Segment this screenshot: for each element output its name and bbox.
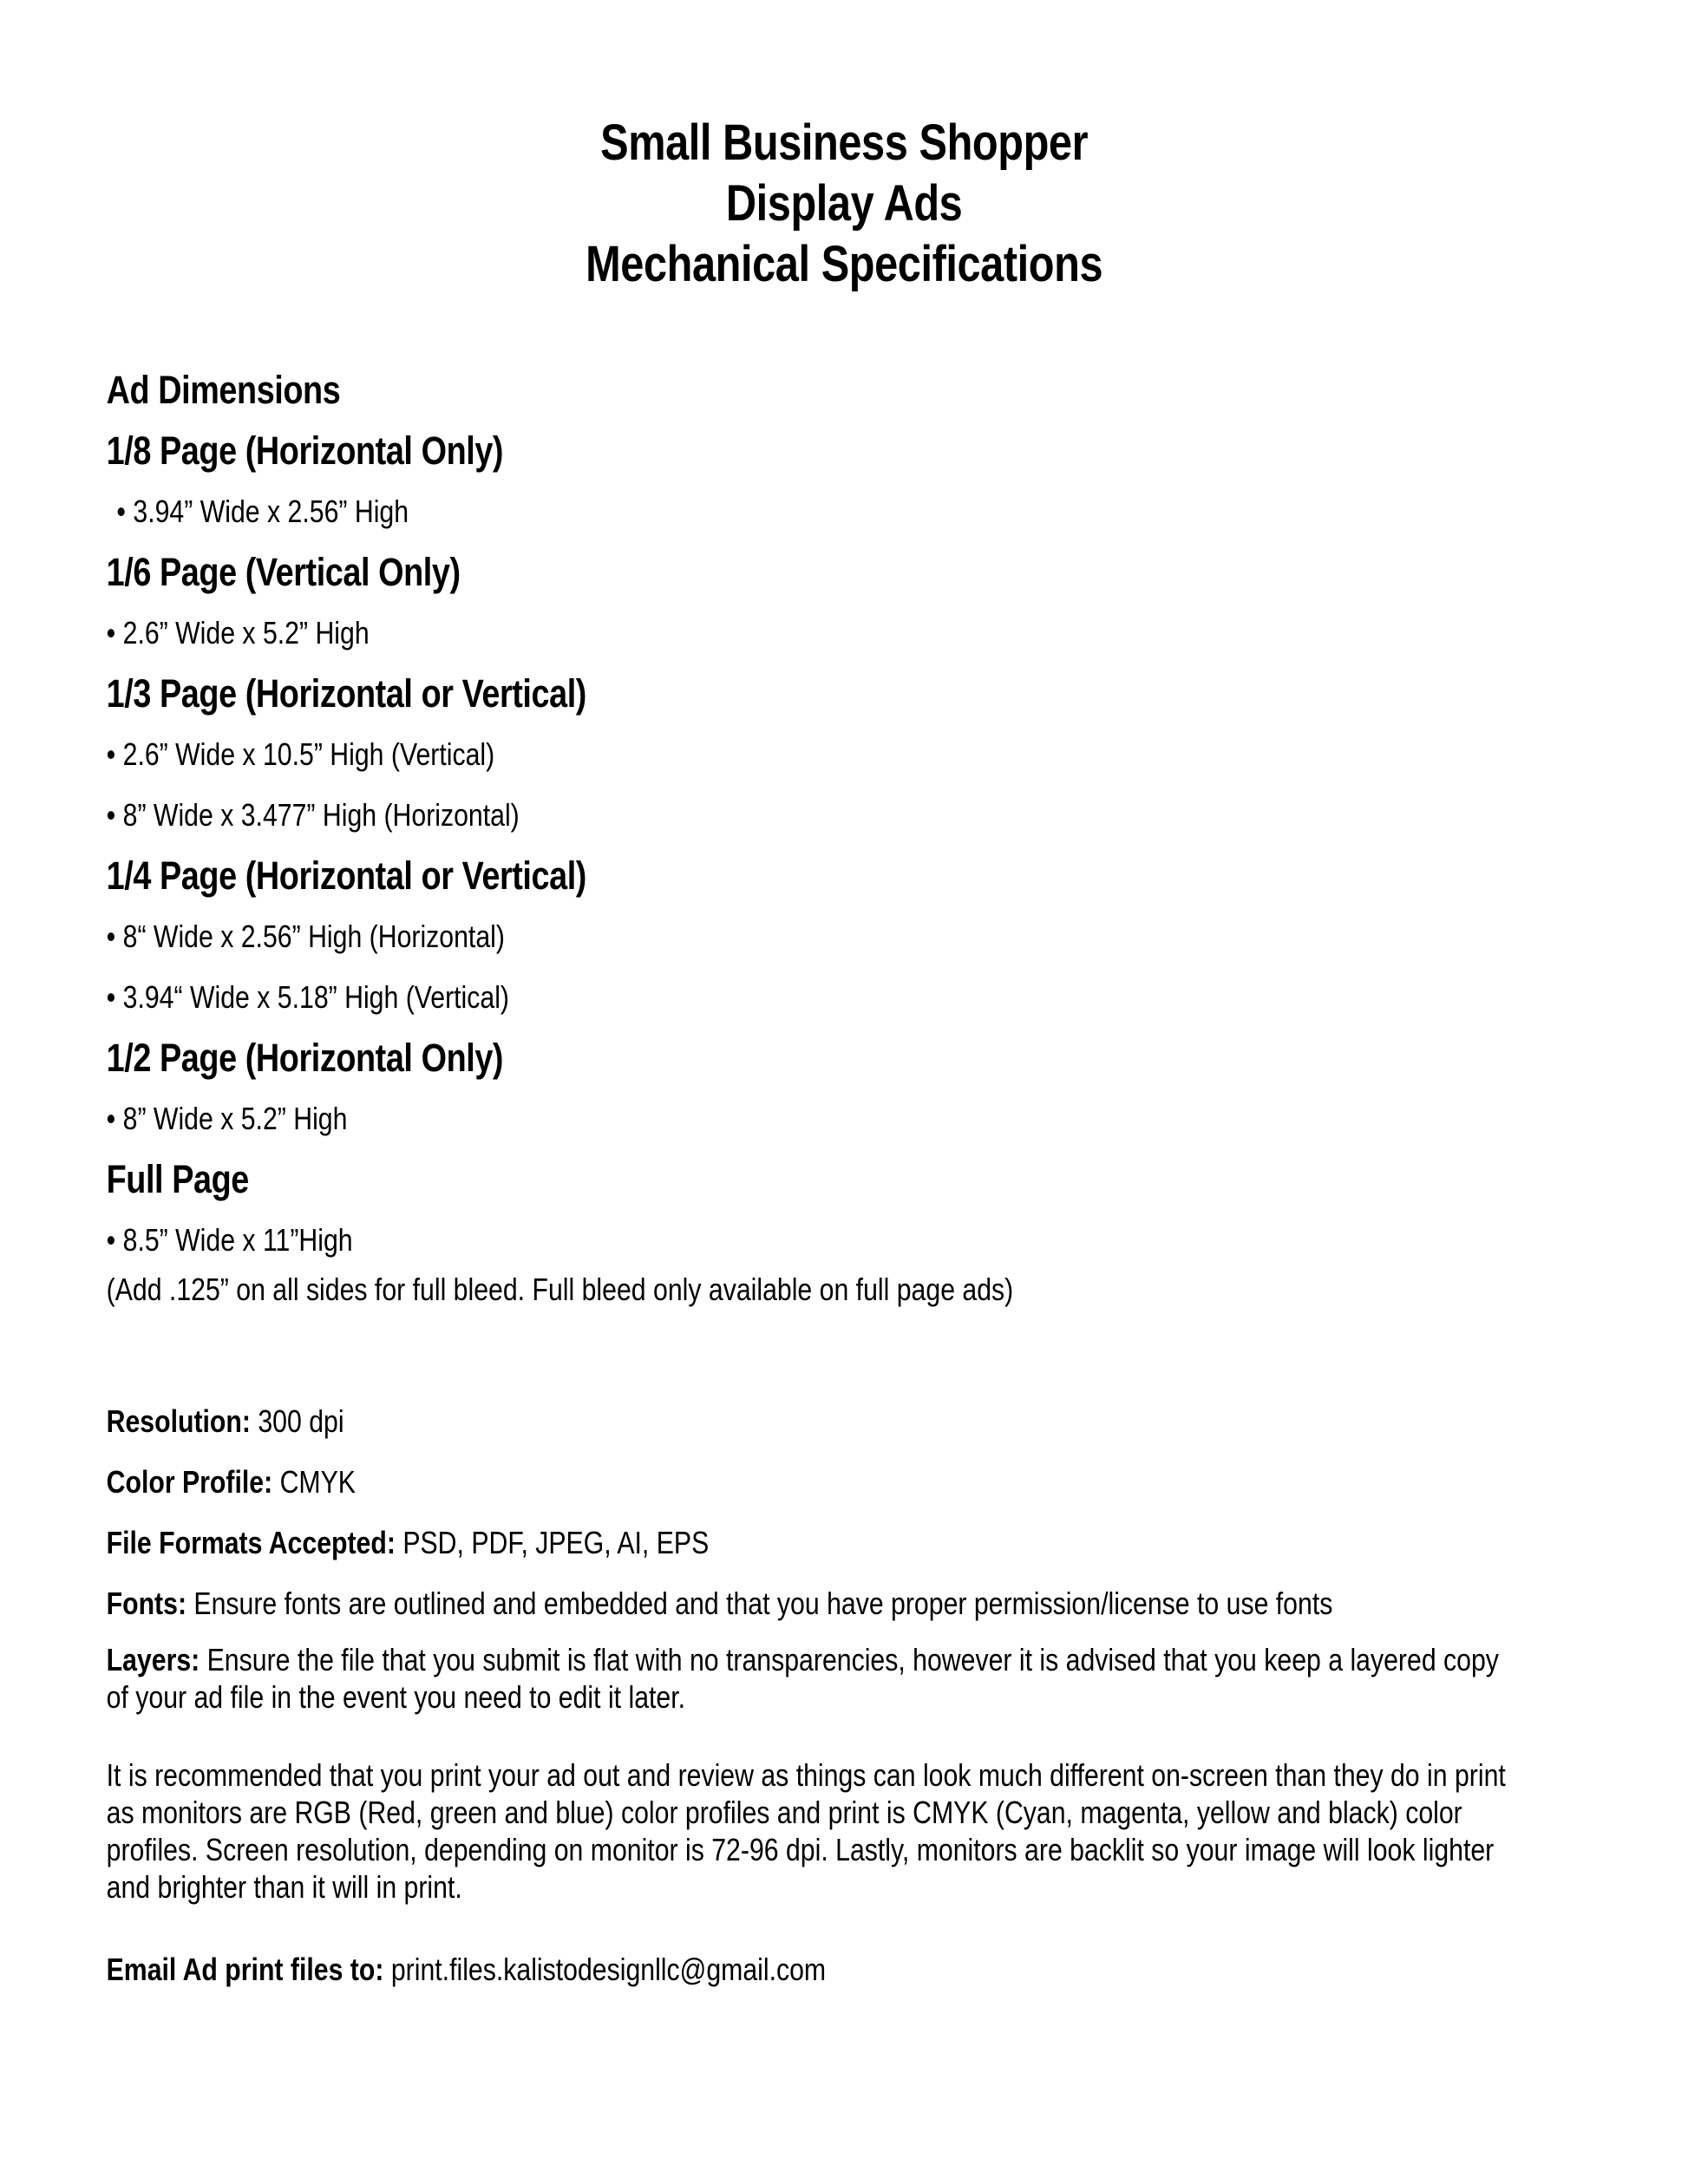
spec-fonts (107, 1573, 1616, 1634)
ad-size-heading: Full Page (106, 1157, 249, 1201)
title-line-3: Mechanical Specifications (586, 236, 1103, 292)
title-line-1: Small Business Shopper (600, 114, 1089, 171)
email-address: print.files.kalistodesignllc@gmail.com (390, 1952, 827, 1987)
ad-size-group-sixth-page (107, 542, 1616, 664)
spec-value: Ensure the file that you submit is flat with no transparencies, however it is advised that you keep a layered copy of your ad file in the event you need to edit it later. (106, 1642, 1499, 1715)
ad-size-bullet: • 2.6” Wide x 5.2” High (106, 615, 370, 651)
spec-file-formats (107, 1513, 1616, 1573)
full-bleed-note: (Add .125” on all sides for full bleed. Full bleed only available on full page ads) (106, 1272, 1014, 1307)
spec-color-profile (107, 1452, 1616, 1513)
ad-size-bullet: • 8“ Wide x 2.56” High (Horizontal) (106, 919, 505, 954)
spec-layers (107, 1641, 1528, 1716)
spec-value: 300 dpi (258, 1403, 344, 1439)
print-review-paragraph: It is recommended that you print your ad out and review as things can look much different on-screen than they do in print as monitors are RGB (Red, green and blue) color profiles and print is CMYK (Cyan, magenta, yellow and black) color profiles. Screen resolution, depending on monitor is 72-96 dpi. Lastly, monitors are backlit so your image will look lighter and brighter than it will in print. (106, 1757, 1506, 1905)
ad-size-bullet: • 8.5” Wide x 11”High (106, 1222, 353, 1258)
spec-label: Layers: (106, 1642, 200, 1677)
file-spec-section (107, 1391, 1616, 1716)
ad-size-group-eighth-page (107, 421, 1616, 542)
ad-size-bullet: • 3.94“ Wide x 5.18” High (Vertical) (106, 979, 510, 1015)
ad-size-bullet: • 8” Wide x 5.2” High (106, 1101, 348, 1136)
spec-resolution (107, 1391, 1616, 1452)
ad-size-heading: 1/4 Page (Horizontal or Vertical) (106, 853, 586, 898)
ad-size-bullet: • 8” Wide x 3.477” High (Horizontal) (106, 797, 520, 833)
ad-size-bullet: • 3.94” Wide x 2.56” High (116, 494, 409, 529)
ad-size-heading: 1/8 Page (Horizontal Only) (106, 428, 504, 473)
spec-value: CMYK (279, 1464, 356, 1500)
spec-label: Fonts: (106, 1586, 187, 1621)
spec-value: PSD, PDF, JPEG, AI, EPS (402, 1525, 710, 1560)
ad-size-heading: 1/6 Page (Vertical Only) (106, 550, 461, 594)
title-line-2: Display Ads (725, 175, 963, 232)
email-label: Email Ad print files to: (106, 1952, 384, 1987)
ad-size-bullet: • 2.6” Wide x 10.5” High (Vertical) (106, 736, 495, 772)
document-body (0, 360, 1688, 1988)
ad-size-heading: 1/2 Page (Horizontal Only) (106, 1036, 504, 1080)
ad-size-group-half-page (107, 1028, 1616, 1149)
document-title (0, 0, 1688, 295)
ad-size-group-quarter-page (107, 846, 1616, 1028)
spec-label: Color Profile: (106, 1464, 273, 1500)
spec-label: File Formats Accepted: (106, 1525, 396, 1560)
section-heading-ad-dimensions: Ad Dimensions (106, 368, 341, 412)
ad-size-group-third-page (107, 664, 1616, 846)
ad-size-heading: 1/3 Page (Horizontal or Vertical) (106, 671, 586, 716)
ad-size-group-full-page (107, 1149, 1616, 1308)
email-instruction (107, 1951, 1616, 1988)
spec-value: Ensure fonts are outlined and embedded and that you have proper permission/license to use fonts (193, 1586, 1333, 1621)
spec-label: Resolution: (106, 1403, 251, 1439)
